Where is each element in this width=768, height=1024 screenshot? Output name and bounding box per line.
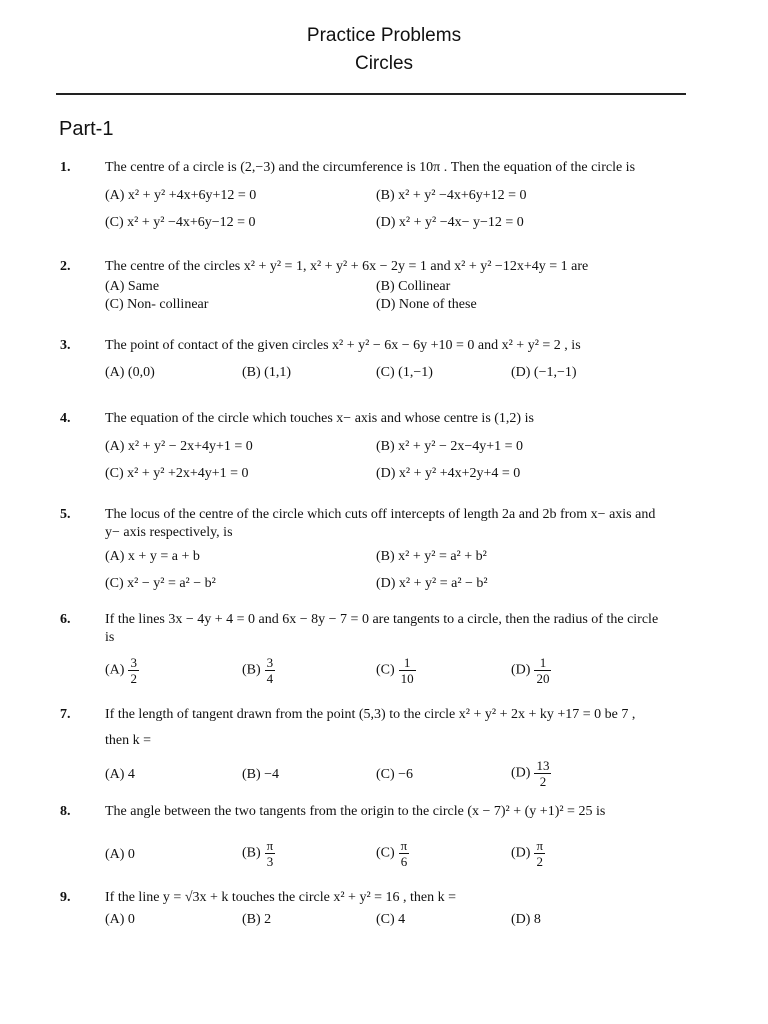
question-text: If the length of tangent drawn from the point (5,3) to the circle x² + y² + 2x + ky +17 = 0 be 7 , (105, 707, 636, 722)
question-text: The centre of the circles x² + y² = 1, x² + y² + 6x − 2y = 1 and x² + y² −12x+4y = 1 are (105, 259, 589, 274)
option-d: (D) 8 (511, 912, 541, 927)
question-text-continued: is (105, 630, 115, 645)
denominator: 4 (266, 671, 274, 686)
fraction (128, 655, 139, 686)
option-label: (A) (105, 662, 125, 678)
option-b: (B) Collinear (376, 279, 451, 294)
question-number: 8. (60, 804, 71, 819)
option-b: (B) (1,1) (242, 365, 291, 380)
numerator: π (266, 838, 274, 853)
option-label: (C) (376, 845, 395, 861)
option-label: (B) (242, 845, 261, 861)
question-number: 2. (60, 259, 71, 274)
question-number: 1. (60, 160, 71, 175)
option-c (376, 838, 409, 869)
question-number: 7. (60, 707, 71, 722)
denominator: 3 (266, 854, 274, 869)
option-a: (A) Same (105, 279, 160, 294)
option-d: (D) x² + y² = a² − b² (376, 576, 488, 591)
option-a: (A) (0,0) (105, 365, 155, 380)
question-text: The locus of the centre of the circle which cuts off intercepts of length 2a and 2b from x− axis and (105, 507, 656, 522)
option-b (242, 655, 275, 686)
denominator: 2 (130, 671, 137, 686)
option-c (376, 655, 416, 686)
option-d: (D) None of these (376, 297, 477, 312)
question-text-continued: y− axis respectively, is (105, 525, 233, 540)
question-text-continued: then k = (105, 733, 151, 748)
option-c: (C) (1,−1) (376, 365, 433, 380)
denominator: 10 (400, 671, 414, 686)
option-b (242, 838, 275, 869)
option-c: (C) x² − y² = a² − b² (105, 576, 216, 591)
question-text: If the line y = √3x + k touches the circle x² + y² = 16 , then k = (105, 890, 457, 905)
numerator: π (400, 838, 408, 853)
option-c: (C) x² + y² −4x+6y−12 = 0 (105, 215, 256, 230)
question-number: 5. (60, 507, 71, 522)
question-text: The point of contact of the given circles x² + y² − 6x − 6y +10 = 0 and x² + y² = 2 , is (105, 338, 581, 353)
option-b: (B) 2 (242, 912, 272, 927)
option-b: (B) x² + y² − 2x−4y+1 = 0 (376, 439, 524, 454)
option-c: (C) 4 (376, 912, 406, 927)
numerator: 1 (399, 655, 416, 671)
question-number: 3. (60, 338, 71, 353)
option-a: (A) 4 (105, 767, 135, 782)
numerator: 1 (534, 655, 551, 671)
denominator: 20 (536, 671, 550, 686)
page-title: Practice Problems (306, 25, 462, 46)
denominator: 6 (400, 854, 408, 869)
option-d: (D) (−1,−1) (511, 365, 577, 380)
question-number: 9. (60, 890, 71, 905)
option-c: (C) Non- collinear (105, 297, 209, 312)
option-d (511, 758, 551, 789)
option-a: (A) x² + y² +4x+6y+12 = 0 (105, 188, 257, 203)
option-label: (D) (511, 662, 531, 678)
page-subtitle: Circles (354, 53, 414, 74)
question-text: If the lines 3x − 4y + 4 = 0 and 6x − 8y − 7 = 0 are tangents to a circle, then the radius of the circle (105, 612, 659, 627)
denominator: 2 (539, 774, 547, 789)
option-d: (D) x² + y² −4x− y−12 = 0 (376, 215, 524, 230)
option-b: (B) x² + y² −4x+6y+12 = 0 (376, 188, 527, 203)
denominator: 2 (536, 854, 543, 869)
part-heading: Part-1 (59, 118, 114, 140)
fraction (399, 838, 410, 869)
numerator: 3 (266, 655, 274, 670)
fraction (399, 655, 416, 686)
option-a: (A) 0 (105, 912, 135, 927)
option-label: (D) (511, 765, 531, 781)
option-d (511, 838, 545, 869)
question-text: The angle between the two tangents from the origin to the circle (x − 7)² + (y +1)² = 25 is (105, 804, 606, 819)
option-d (511, 655, 551, 686)
numerator: 13 (536, 758, 550, 773)
question-text: The centre of a circle is (2,−3) and the circumference is 10π . Then the equation of the circle is (105, 160, 636, 175)
option-b: (B) −4 (242, 767, 280, 782)
option-d: (D) x² + y² +4x+2y+4 = 0 (376, 466, 521, 481)
option-a: (A) x² + y² − 2x+4y+1 = 0 (105, 439, 253, 454)
option-c: (C) x² + y² +2x+4y+1 = 0 (105, 466, 249, 481)
numerator: 3 (130, 655, 137, 670)
numerator: π (536, 838, 544, 853)
option-c: (C) −6 (376, 767, 414, 782)
option-label: (C) (376, 662, 395, 678)
fraction (265, 655, 276, 686)
fraction (534, 838, 545, 869)
option-a: (A) x + y = a + b (105, 549, 200, 564)
fraction (265, 838, 276, 869)
option-a (105, 655, 139, 686)
question-number: 4. (60, 411, 71, 426)
question-number: 6. (60, 612, 71, 627)
header-divider (56, 93, 686, 95)
option-label: (D) (511, 845, 531, 861)
fraction (534, 758, 551, 789)
option-a: (A) 0 (105, 847, 135, 862)
option-label: (B) (242, 662, 261, 678)
fraction (534, 655, 551, 686)
question-text: The equation of the circle which touches x− axis and whose centre is (1,2) is (105, 411, 534, 426)
option-b: (B) x² + y² = a² + b² (376, 549, 487, 564)
